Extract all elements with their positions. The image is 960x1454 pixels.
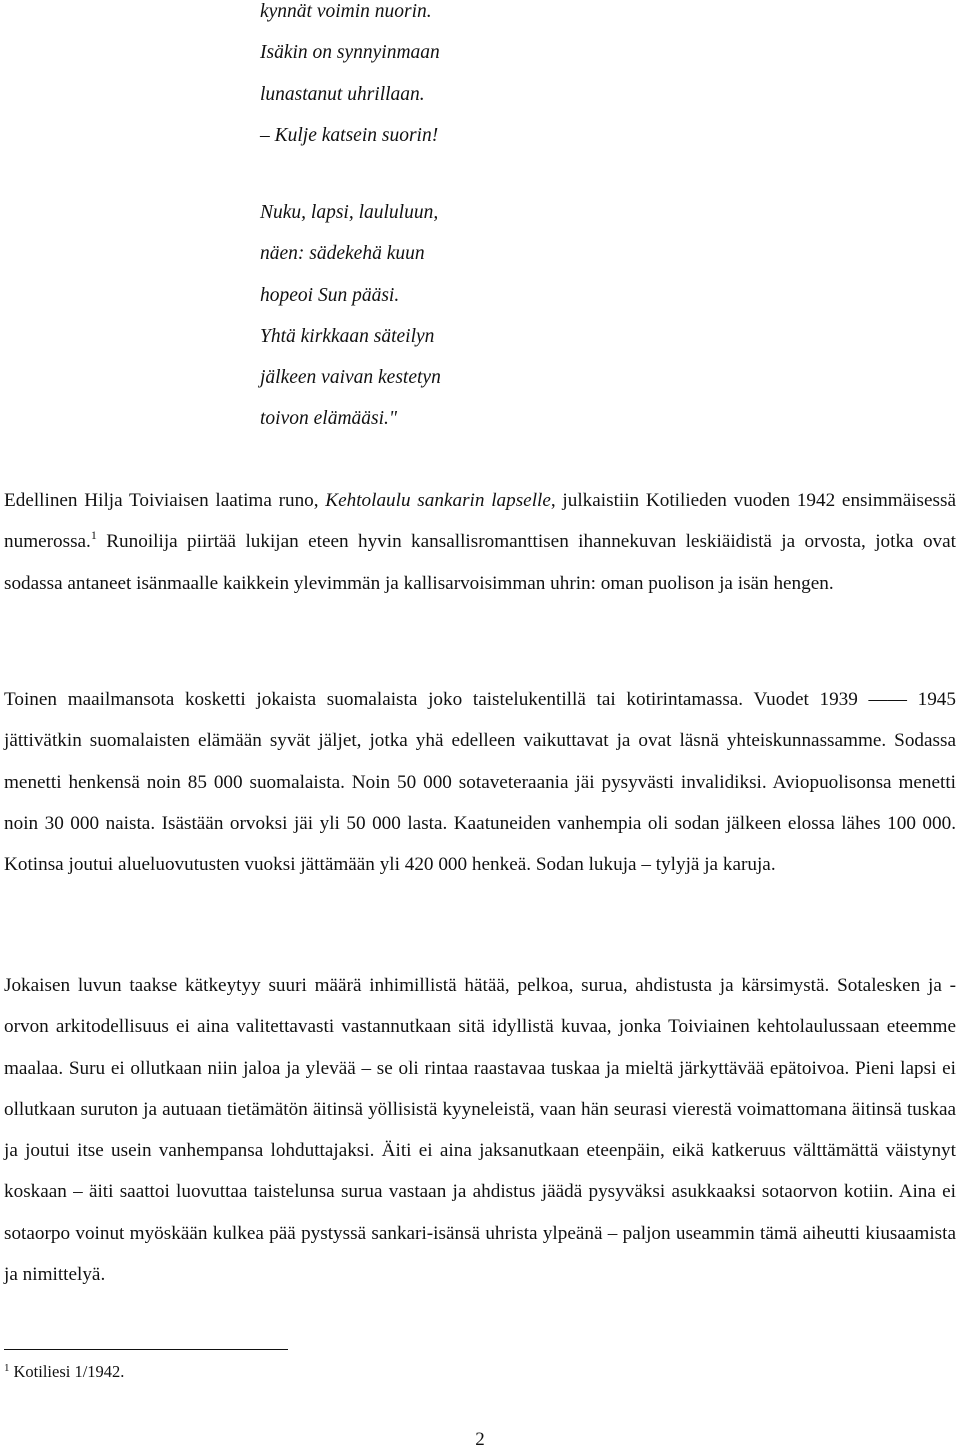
poem-line: Yhtä kirkkaan säteilyn	[260, 325, 435, 347]
body-paragraph: Jokaisen luvun taakse kätkeytyy suuri määrä inhimillistä hätää, pelkoa, surua, ahdistusta ja kärsimystä. Sotalesken ja -orvon arkitodellisuus ei aina valitettavasti vastannutkaan sitä idyllistä kuvaa, jonka Toiviainen kehtolaulussaan eteemme maalaa. Suru ei ollutkaan niin jaloa ja ylevää – se oli rintaa raastavaa tuskaa ja mieltä järkyttävää epätoivoa. Pieni lapsi ei ollutkaan suruton ja autuaan tietämätön äitinsä yöllisistä kyyneleistä, vaan hän seurasi vierestä voimattomana äitinsä tuskaa ja joutui itse usein vanhempansa lohduttajaksi. Äiti ei aina jaksanutkaan eteenpäin, eikä katkeruus välttämättä väistynyt koskaan – äiti saattoi luovuttaa taistelunsa surua vastaan ja ahdistus jäädä pysyväksi asukkaaksi sotaorvon kotiin. Aina ei sotaorpo voinut myöskään kulkea pää pystyssä sankari-isänsä uhrista ylpeänä – paljon useammin tämä aiheutti kiusaamista ja nimittelyä.	[4, 975, 956, 1286]
poem-line: lunastanut uhrillaan.	[260, 83, 425, 105]
footnote-reference[interactable]: 1	[90, 528, 97, 543]
footnote-marker: 1	[4, 1362, 10, 1374]
paragraph-text: , julkaistiin Kotilieden vuoden 1942 ensimmäisessä numerossa.	[4, 490, 956, 553]
poem-stanza	[260, 0, 940, 156]
poem-line: Isäkin on synnyinmaan	[260, 42, 440, 64]
poem-line: hopeoi Sun pääsi.	[260, 284, 400, 306]
poem-line: jälkeen vaivan kestetyn	[260, 367, 441, 389]
poem-line: Nuku, lapsi, laululuun,	[260, 202, 439, 223]
paragraph-text: Runoilija piirtää lukijan eteen hyvin kansallisromanttisen ihannekuvan leskiäidistä ja orvosta, jotka ovat sodassa antaneet isänmaalle kaikkein ylevimmän ja kallisarvoisimman uhrin: oman puolison ja isän hengen.	[4, 531, 956, 594]
body-paragraph	[4, 480, 956, 604]
footnote-text: Kotiliesi 1/1942.	[13, 1362, 125, 1381]
page-number: 2	[475, 1429, 485, 1450]
body-paragraph: Toinen maailmansota kosketti jokaista suomalaista joko taistelukentillä tai kotirintamassa. Vuodet 1939 —— 1945 jättivätkin suomalaisten elämään syvät jäljet, jotka yhä edelleen vaikuttavat ja ovat läsnä yhteiskunnassamme. Sodassa menetti henkensä noin 85 000 suomalaista. Noin 50 000 sotaveteraania jäi pysyvästi invalidiksi. Aviopuolisonsa menetti noin 30 000 naista. Isästään orvoksi jäi yli 50 000 lasta. Kaatuneiden vanhempia oli sodan jälkeen elossa lähes 100 000. Kotinsa joutui alueluovutusten vuoksi jättämään yli 420 000 henkeä. Sodan lukuja – tylyjä ja karuja.	[4, 689, 956, 876]
paragraph-text: Edellinen Hilja Toiviaisen laatima runo,	[4, 490, 326, 511]
poem-stanza	[260, 192, 940, 440]
poem-line: näen: sädekehä kuun	[260, 243, 425, 265]
poem-line: – Kulje katsein suorin!	[260, 124, 439, 146]
poem-line: toivon elämääsi."	[260, 408, 398, 430]
poem-title: Kehtolaulu sankarin lapselle	[325, 490, 551, 511]
poem-line: kynnät voimin nuorin.	[260, 1, 432, 22]
footnote	[4, 1360, 124, 1384]
footnote-divider	[4, 1349, 288, 1350]
